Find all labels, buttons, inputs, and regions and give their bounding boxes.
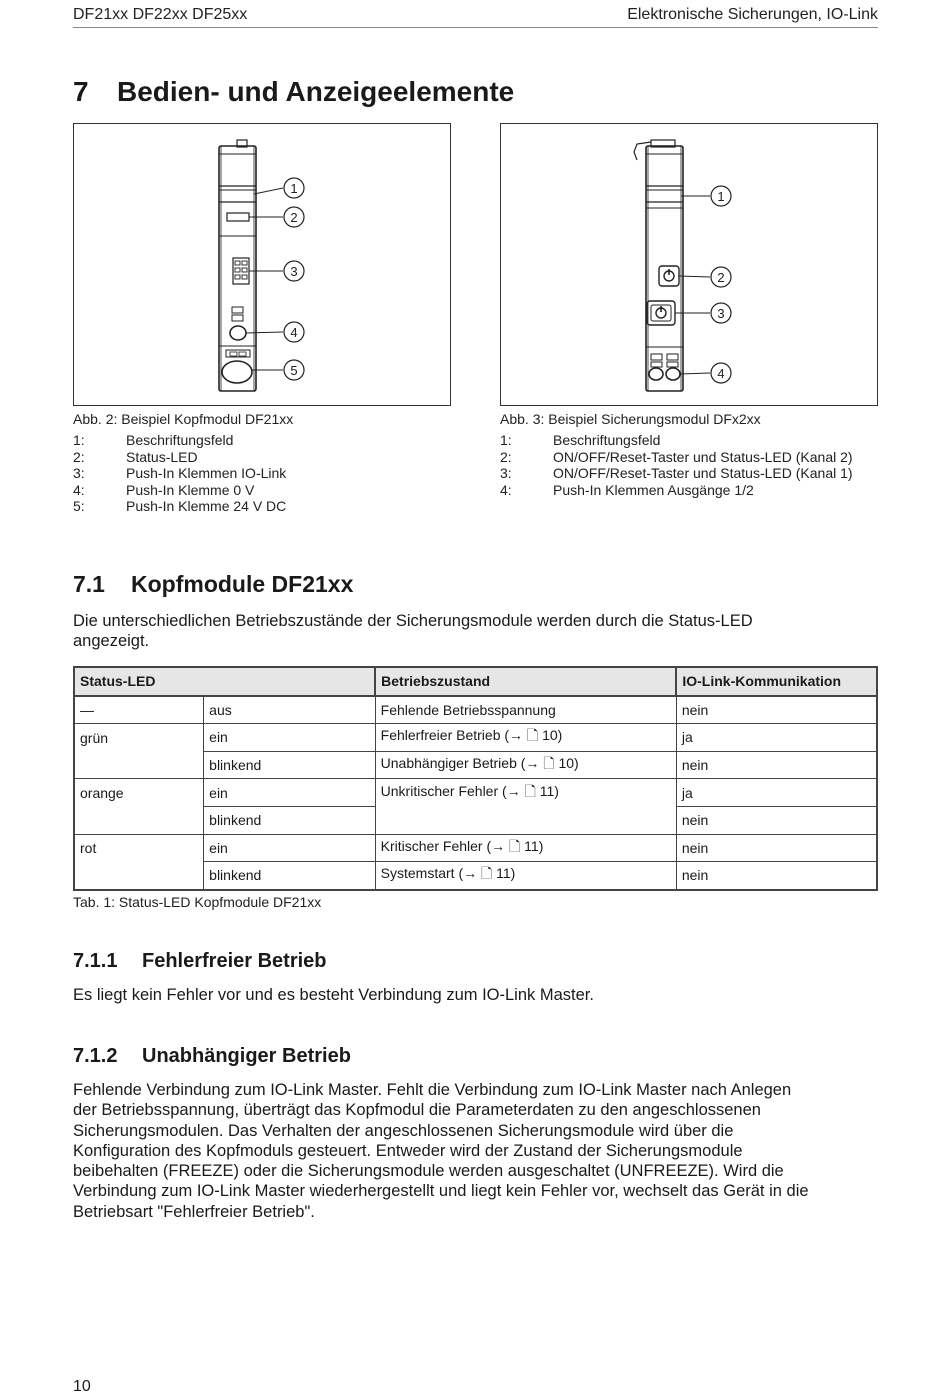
table-cell: nein bbox=[676, 806, 877, 834]
legend-item: 5: Push-In Klemme 24 V DC bbox=[73, 498, 287, 515]
subsection-heading bbox=[73, 571, 353, 598]
paragraph-line: Sicherungsmodulen. Das Verhalten der angeschlossenen Sicherungsmodule wird über die bbox=[73, 1121, 734, 1140]
figure-legend-left bbox=[73, 432, 286, 515]
figure-caption-left: Abb. 2: Beispiel Kopfmodul DF21xx bbox=[73, 411, 294, 427]
table-cell: Unkritischer Fehler (→ 🗋 11) bbox=[375, 779, 676, 807]
callout-3: 3 bbox=[290, 264, 298, 279]
subsubsection-heading bbox=[73, 1045, 351, 1068]
callout-2: 2 bbox=[290, 210, 298, 225]
table-header-row bbox=[74, 667, 877, 696]
subsection-intro: Die unterschiedlichen Betriebszustände der Sicherungsmodule werden durch die Status-LED angezeigt. bbox=[73, 612, 753, 651]
callout-5: 5 bbox=[290, 363, 298, 378]
table-cell bbox=[74, 806, 204, 834]
callout-1: 1 bbox=[290, 181, 298, 196]
header-divider bbox=[73, 27, 878, 28]
figure-fuse-module bbox=[500, 123, 878, 406]
callout-2: 2 bbox=[717, 270, 725, 285]
callout-4: 4 bbox=[290, 325, 298, 340]
table-row bbox=[74, 834, 877, 862]
table-cell: ein bbox=[204, 834, 376, 862]
paragraph: Es liegt kein Fehler vor und es besteht Verbindung zum IO-Link Master. bbox=[73, 986, 594, 1004]
callout-3: 3 bbox=[717, 306, 725, 321]
paragraph-line: Fehlende Verbindung zum IO-Link Master. Fehlt die Verbindung zum IO-Link Master nach Anlegen bbox=[73, 1081, 792, 1099]
section-number: 7 bbox=[73, 76, 89, 107]
table-cell bbox=[375, 806, 676, 834]
table-cell: ja bbox=[676, 724, 877, 752]
paragraph-line: Konfiguration des Kopfmoduls gesteuert. Entweder wird der Zustand der Sicherungsmodule bbox=[73, 1141, 743, 1160]
table-cell: nein bbox=[676, 862, 877, 890]
page-number: 10 bbox=[73, 1378, 91, 1395]
table-row bbox=[74, 779, 877, 807]
figure-head-module bbox=[73, 123, 451, 406]
table-cell: rot bbox=[74, 834, 204, 862]
table-cell: Fehlende Betriebsspannung bbox=[375, 696, 676, 724]
table-cell: ein bbox=[204, 779, 376, 807]
subsubsection-title: Fehlerfreier Betrieb bbox=[142, 950, 327, 972]
figure-legend-right bbox=[500, 432, 853, 498]
subsection-number: 7.1 bbox=[73, 571, 105, 597]
callout-1: 1 bbox=[717, 189, 725, 204]
table-cell: nein bbox=[676, 751, 877, 779]
table-cell: — bbox=[74, 696, 204, 724]
legend-item: 3: ON/OFF/Reset-Taster und Status-LED (Kanal 1) bbox=[500, 465, 853, 482]
table-cell: blinkend bbox=[204, 862, 376, 890]
table-row bbox=[74, 862, 877, 890]
table-cell: orange bbox=[74, 779, 204, 807]
status-led-table bbox=[73, 666, 878, 891]
paragraph-line: der Betriebsspannung, überträgt das Kopfmodul die Parameterdaten zu den angeschlossenen bbox=[73, 1101, 761, 1120]
legend-item: 4: Push-In Klemmen Ausgänge 1/2 bbox=[500, 481, 754, 498]
header-product: DF21xx DF22xx DF25xx bbox=[73, 6, 248, 23]
legend-item: 3: Push-In Klemmen IO-Link bbox=[73, 465, 287, 482]
paragraph-line: Betriebsart "Fehlerfreier Betrieb". bbox=[73, 1202, 315, 1221]
column-header: Betriebszustand bbox=[375, 667, 676, 696]
table-cell: Systemstart (→ 🗋 11) bbox=[375, 862, 676, 890]
paragraph bbox=[73, 1080, 878, 1222]
table-cell: blinkend bbox=[204, 806, 376, 834]
head-module-drawing bbox=[74, 124, 450, 405]
table-cell: Unabhängiger Betrieb (→ 🗋 10) bbox=[375, 751, 676, 779]
paragraph-line: Verbindung zum IO-Link Master wiederhergestellt und liegt kein Fehler vor, wechselt das Gerät in die bbox=[73, 1182, 809, 1201]
section-heading bbox=[73, 76, 514, 108]
table-cell: grün bbox=[74, 724, 204, 752]
subsubsection-number: 7.1.2 bbox=[73, 1045, 118, 1067]
legend-item: 2: Status-LED bbox=[73, 448, 198, 465]
legend-item: 4: Push-In Klemme 0 V bbox=[73, 481, 255, 498]
subsubsection-number: 7.1.1 bbox=[73, 950, 118, 972]
table-row bbox=[74, 724, 877, 752]
subsubsection-title: Unabhängiger Betrieb bbox=[142, 1045, 351, 1067]
table-cell: ein bbox=[204, 724, 376, 752]
legend-item: 2: ON/OFF/Reset-Taster und Status-LED (Kanal 2) bbox=[500, 448, 853, 465]
table-row bbox=[74, 806, 877, 834]
legend-item: 1: Beschriftungsfeld bbox=[73, 432, 234, 448]
table-cell: blinkend bbox=[204, 751, 376, 779]
header-title: Elektronische Sicherungen, IO-Link bbox=[627, 6, 878, 23]
subsection-title: Kopfmodule DF21xx bbox=[131, 571, 354, 597]
table-cell: aus bbox=[204, 696, 376, 724]
column-header: Status-LED bbox=[74, 667, 375, 696]
table-cell bbox=[74, 862, 204, 890]
legend-item: 1: Beschriftungsfeld bbox=[500, 432, 661, 448]
subsubsection-heading bbox=[73, 950, 327, 973]
table-row bbox=[74, 751, 877, 779]
table-cell: ja bbox=[676, 779, 877, 807]
section-title: Bedien- und Anzeigeelemente bbox=[117, 76, 515, 107]
callout-4: 4 bbox=[717, 366, 725, 381]
paragraph-line: beibehalten (FREEZE) oder die Sicherungsmodule werden ausgeschaltet (UNFREEZE). Wird die bbox=[73, 1162, 784, 1181]
figure-caption-right: Abb. 3: Beispiel Sicherungsmodul DFx2xx bbox=[500, 411, 761, 427]
table-cell: nein bbox=[676, 834, 877, 862]
table-cell bbox=[74, 751, 204, 779]
table-caption: Tab. 1: Status-LED Kopfmodule DF21xx bbox=[73, 894, 322, 910]
table-cell: Kritischer Fehler (→ 🗋 11) bbox=[375, 834, 676, 862]
table-cell: Fehlerfreier Betrieb (→ 🗋 10) bbox=[375, 724, 676, 752]
column-header: IO-Link-Kommunikation bbox=[676, 667, 877, 696]
table-cell: nein bbox=[676, 696, 877, 724]
table-row bbox=[74, 696, 877, 724]
fuse-module-drawing bbox=[501, 124, 877, 405]
